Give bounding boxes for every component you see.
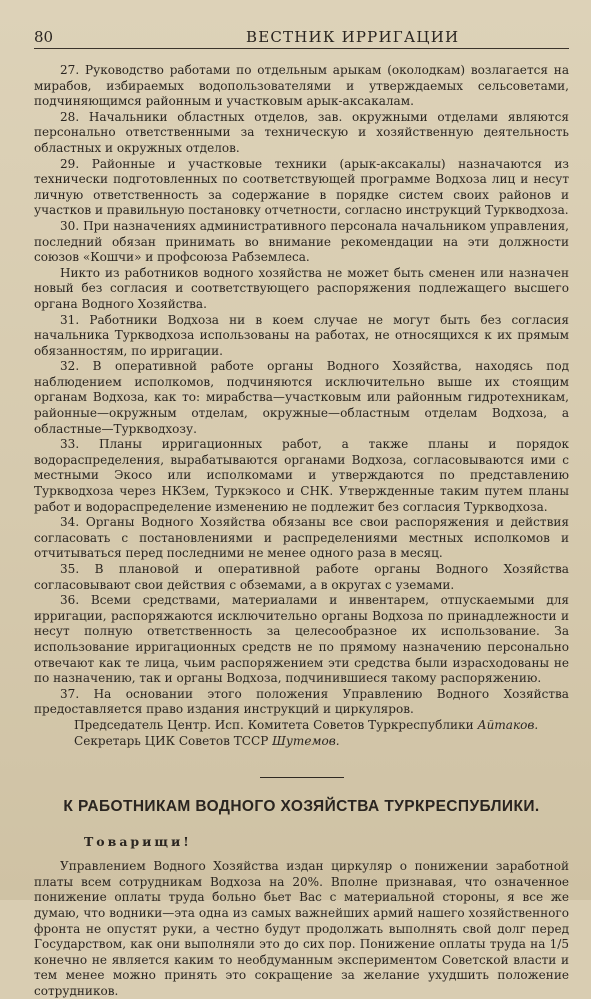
running-title: ВЕСТНИК ИРРИГАЦИИ [246,28,460,46]
page-header [34,22,569,49]
regulation-text [34,63,569,749]
signature-chairman-role: Председатель Центр. Исп. Комитета Советов Туркреспублики [74,717,474,732]
signature-secretary-name: Шутемов. [272,733,340,748]
section-divider [260,777,344,778]
signature-secretary [34,734,569,750]
signature-secretary-role: Секретарь ЦИК Советов ТССР [74,733,269,748]
appeal-title: К РАБОТНИКАМ ВОДНОГО ХОЗЯЙСТВА ТУРКРЕСПУБЛИКИ. [63,798,540,816]
paragraph-28: 28. Начальники областных отделов, зав. окружными отделами являются персонально ответственными за техническую и хозяйственную деятельность областных и окружных отделов. [34,109,569,155]
appeal-greeting: Товарищи! [84,834,192,850]
paragraph-30-note: Никто из работников водного хозяйства не может быть сменен или назначен новый без согласия и соответствующего распоряжения подлежащего высшего органа Водного Хозяйства. [34,265,569,311]
appeal-text: Управлением Водного Хозяйства издан циркуляр о понижении заработной платы всем сотрудникам Водхоза на 20%. Вполне признавая, что означенное понижение оплаты труда больно бьет Вас с материальной стороны, я все же думаю, что водники—эта одна из самых важнейших армий нашего хозяйственного фронта не опустят руки, а честно будут продолжать выполнять свой долг перед Государством, как они выполняли это до сих пор. Понижение оплаты труда на 1/5 конечно не является каким то необдуманным экспериментом Советской власти и тем менее можно принять это сокращение за желание ухудшить положение сотрудников. [34,859,569,998]
paragraph-31: 31. Работники Водхоза ни в коем случае не могут быть без согласия начальника Туркводхоза использованы на работах, не относящихся к их прямым обязанностям, по ирригации. [34,312,569,358]
paragraph-32: 32. В оперативной работе органы Водного Хозяйства, находясь под наблюдением исполкомов, подчиняются исключительно выше их стоящим органам Водхоза, как то: мирабства—участковым или районным гидротехникам, районные—окружным отделам, окружные—областным отделам Водхоза, а областные—Туркводхозу. [34,359,569,436]
signature-chairman-name: Айтаков. [477,717,539,732]
paragraph-35: 35. В плановой и оперативной работе органы Водного Хозяйства согласовывают свои действия с обземами, а в округах с уземами. [34,562,569,592]
paragraph-37: 37. На основании этого положения Управлению Водного Хозяйства предоставляется право издания инструкций и циркуляров. [34,686,569,717]
paragraph-34: 34. Органы Водного Хозяйства обязаны все свои распоряжения и действия согласовать с постановлениями и распределениями местных исполкомов и отчитываться перед последними не менее одного раза в месяц. [34,515,569,561]
paragraph-33: 33. Планы ирригационных работ, а также планы и порядок водораспределения, вырабатываются органами Водхоза, согласовываются ими с местными Экосо или исполкомами и утверждаются по представлению Туркводхоза через НКЗем, Туркэкосо и СНК. Утвержденные таким путем планы работ и водораспределение изменению не подлежит без согласия Туркводхоза. [34,437,569,514]
paragraph-27: 27. Руководство работами по отдельным арыкам (околодкам) возлагается на мирабов, избираемых водопользователями и утверждаемых сельсоветами, подчиняющимся районным и участковым арык-аксакалам. [34,63,569,109]
paragraph-36: 36. Всеми средствами, материалами и инвентарем, отпускаемыми для ирригации, распоряжаются исключительно органы Водхоза по принадлежности и несут полную ответственность за целесообразное их использование. За использование ирригационных средств не по прямому назначению персонально отвечают как те лица, чьим распоряжением эти средства были израсходованы не по назначению, так и органы Водхоза, подчинившиеся такому распоряжению. [34,593,569,686]
paragraph-30: 30. При назначениях административного персонала начальником управления, последний обязан принимать во внимание рекомендации на эти должности союзов «Кошчи» и профсоюза Рабземлеса. [34,218,569,265]
paragraph-29: 29. Районные и участковые техники (арык-аксакалы) назначаются из технически подготовленных по соответствующей программе Водхоза лиц и несут личную ответственность за содержание в порядке систем своих районов и участков и правильную постановку отчетности, согласно инструкций Туркводхоза. [34,156,569,218]
page-number: 80 [34,28,54,46]
signature-chairman [34,718,569,734]
